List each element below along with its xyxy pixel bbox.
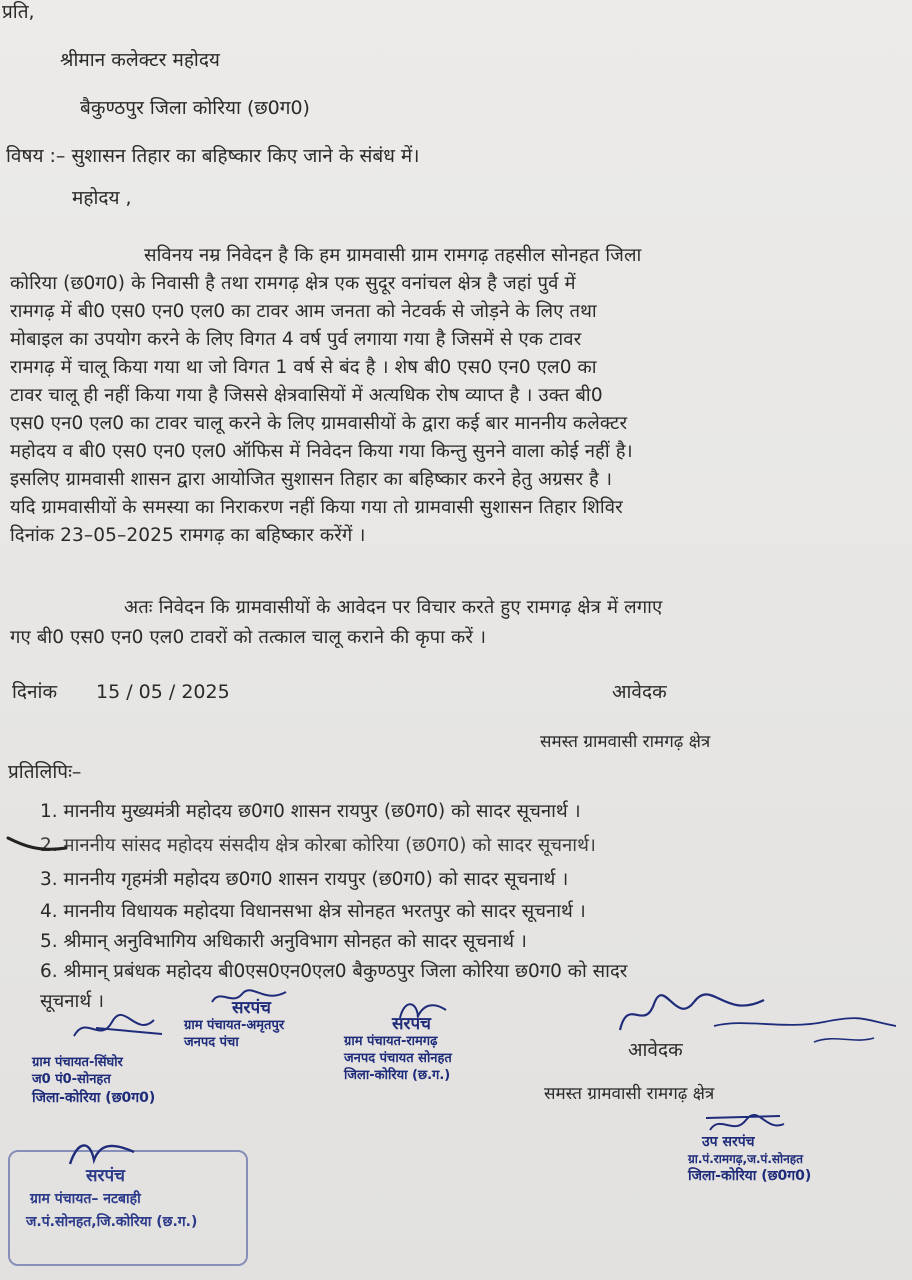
body-line: दिनांक 23–05–2025 रामगढ़ का बहिष्कार करेंगें । xyxy=(10,525,366,546)
bottom-applicant-label: आवेदक xyxy=(628,1039,683,1061)
body-line: रामगढ़ में चालू किया गया था जो विगत 1 वर्ष से बंद है । शेष बी0 एस0 एन0 एल0 का xyxy=(10,357,597,378)
stamp-up-sarpanch xyxy=(688,1134,811,1185)
copy-list-item: 4. माननीय विधायक महोदया विधानसभा क्षेत्र सोनहत भरतपुर को सादर सूचनार्थ । xyxy=(40,901,586,922)
stamp-natbahi xyxy=(26,1168,197,1231)
bottom-applicant-name: समस्त ग्रामवासी रामगढ़ क्षेत्र xyxy=(544,1084,715,1104)
stamp-singhor xyxy=(32,1054,155,1107)
applicant-name: समस्त ग्रामवासी रामगढ़ क्षेत्र xyxy=(540,732,711,752)
prati-label: प्रति, xyxy=(2,1,35,23)
stamp-line: ज.पं.सोनहत,जि.कोरिया (छ.ग.) xyxy=(26,1214,198,1230)
pen-mark xyxy=(4,828,74,858)
salutation: महोदय , xyxy=(72,187,132,209)
stamp-line: जनपद पंचा xyxy=(184,1035,239,1050)
date-value: 15 / 05 / 2025 xyxy=(96,681,230,703)
addressee-line-1: श्रीमान कलेक्टर महोदय xyxy=(60,49,220,71)
copy-list-item: सूचनार्थ । xyxy=(40,991,105,1012)
body-line: इसलिए ग्रामवासी शासन द्वारा आयोजित सुशासन तिहार का बहिष्कार करने हेतु अग्रसर है । xyxy=(10,469,613,490)
stamp-title: उप सरपंच xyxy=(702,1134,755,1150)
body-line: कोरिया (छ0ग0) के निवासी है तथा रामगढ़ क्षेत्र एक सुदूर वनांचल क्षेत्र है जहां पुर्व में xyxy=(10,273,576,294)
stamp-title: सरपंच xyxy=(232,998,271,1018)
signature-singhor xyxy=(66,1008,176,1048)
stamp-title: सरपंच xyxy=(86,1166,125,1186)
addressee-line-2: बैकुण्ठपुर जिला कोरिया (छ0ग0) xyxy=(80,97,310,119)
copy-list-item: 6. श्रीमान् प्रबंधक महोदय बी0एस0एन0एल0 बैकुण्ठपुर जिला कोरिया छ0ग0 को सादर xyxy=(40,961,628,982)
stamp-line: ग्रा.पं.रामगढ़,ज.पं.सोनहत xyxy=(688,1152,804,1166)
stamp-line: ग्राम पंचायत– नटबाही xyxy=(30,1191,141,1207)
body-line: एस0 एन0 एल0 का टावर चालू करने के लिए ग्रामवासीयों के द्वारा कई बार माननीय कलेक्टर xyxy=(10,413,628,434)
body-line: टावर चालू ही नहीं किया गया है जिससे क्षेत्रवासियों में अत्यधिक रोष व्याप्त है । उक्त बी0 xyxy=(10,385,603,406)
stamp-line: जिला-कोरिया (छ.ग.) xyxy=(344,1068,451,1083)
stamp-line: जिला-कोरिया (छ0ग0) xyxy=(32,1090,156,1106)
stamp-title: सरपंच xyxy=(392,1014,431,1034)
date-label: दिनांक xyxy=(12,681,58,703)
signature-natbahi xyxy=(64,1134,144,1170)
stamp-line: ग्राम पंचायत-अमृतपुर xyxy=(184,1018,285,1033)
copy-list-item: 5. श्रीमान् अनुविभागिय अधिकारी अनुविभाग सोनहत को सादर सूचनार्थ । xyxy=(40,931,527,952)
stamp-line: ग्राम पंचायत-रामगढ़ xyxy=(344,1034,438,1049)
stamp-line: जनपद पंचायत सोनहत xyxy=(344,1051,452,1066)
copy-list-item: 2. माननीय सांसद महोदय संसदीय क्षेत्र कोरबा कोरिया (छ0ग0) को सादर सूचनार्थ। xyxy=(40,835,596,856)
copy-list-item: 1. माननीय मुख्यमंत्री महोदय छ0ग0 शासन रायपुर (छ0ग0) को सादर सूचनार्थ । xyxy=(40,801,581,822)
copy-list-item: 3. माननीय गृहमंत्री महोदय छ0ग0 शासन रायपुर (छ0ग0) को सादर सूचनार्थ । xyxy=(40,869,569,890)
stamp-line: ग्राम पंचायत-सिंघोर xyxy=(32,1055,123,1070)
subject-line: विषय :– सुशासन तिहार का बहिष्कार किए जाने के संबंध में। xyxy=(6,145,420,167)
request-line: अतः निवेदन कि ग्रामवासीयों के आवेदन पर विचार करते हुए रामगढ़ क्षेत्र में लगाए xyxy=(124,597,663,618)
applicant-label: आवेदक xyxy=(612,681,667,703)
body-line: यदि ग्रामवासीयों के समस्या का निराकरण नहीं किया गया तो ग्रामवासी सुशासन तिहार शिविर xyxy=(10,497,623,518)
body-line: रामगढ़ में बी0 एस0 एन0 एल0 का टावर आम जनता को नेटवर्क से जोड़ने के लिए तथा xyxy=(10,301,597,322)
stamp-ramgarh xyxy=(344,1016,452,1084)
body-line: महोदय व बी0 एस0 एन0 एल0 ऑफिस में निवेदन किया गया किन्तु सुनने वाला कोई नहीं है। xyxy=(10,441,633,462)
request-line: गए बी0 एस0 एन0 एल0 टावरों को तत्काल चालू कराने की कृपा करें । xyxy=(10,627,487,648)
stamp-line: जिला-कोरिया (छ0ग0) xyxy=(688,1168,812,1184)
body-line: मोबाइल का उपयोग करने के लिए विगत 4 वर्ष पुर्व लगाया गया है जिसमें से एक टावर xyxy=(10,329,582,350)
copy-heading: प्रतिलिपिः– xyxy=(8,761,82,783)
stamp-amritpur xyxy=(184,1000,284,1051)
stamp-line: ज0 पं0-सोनहत xyxy=(32,1072,111,1087)
body-line: सविनय नम्र निवेदन है कि हम ग्रामवासी ग्राम रामगढ़ तहसील सोनहत जिला xyxy=(144,245,642,266)
